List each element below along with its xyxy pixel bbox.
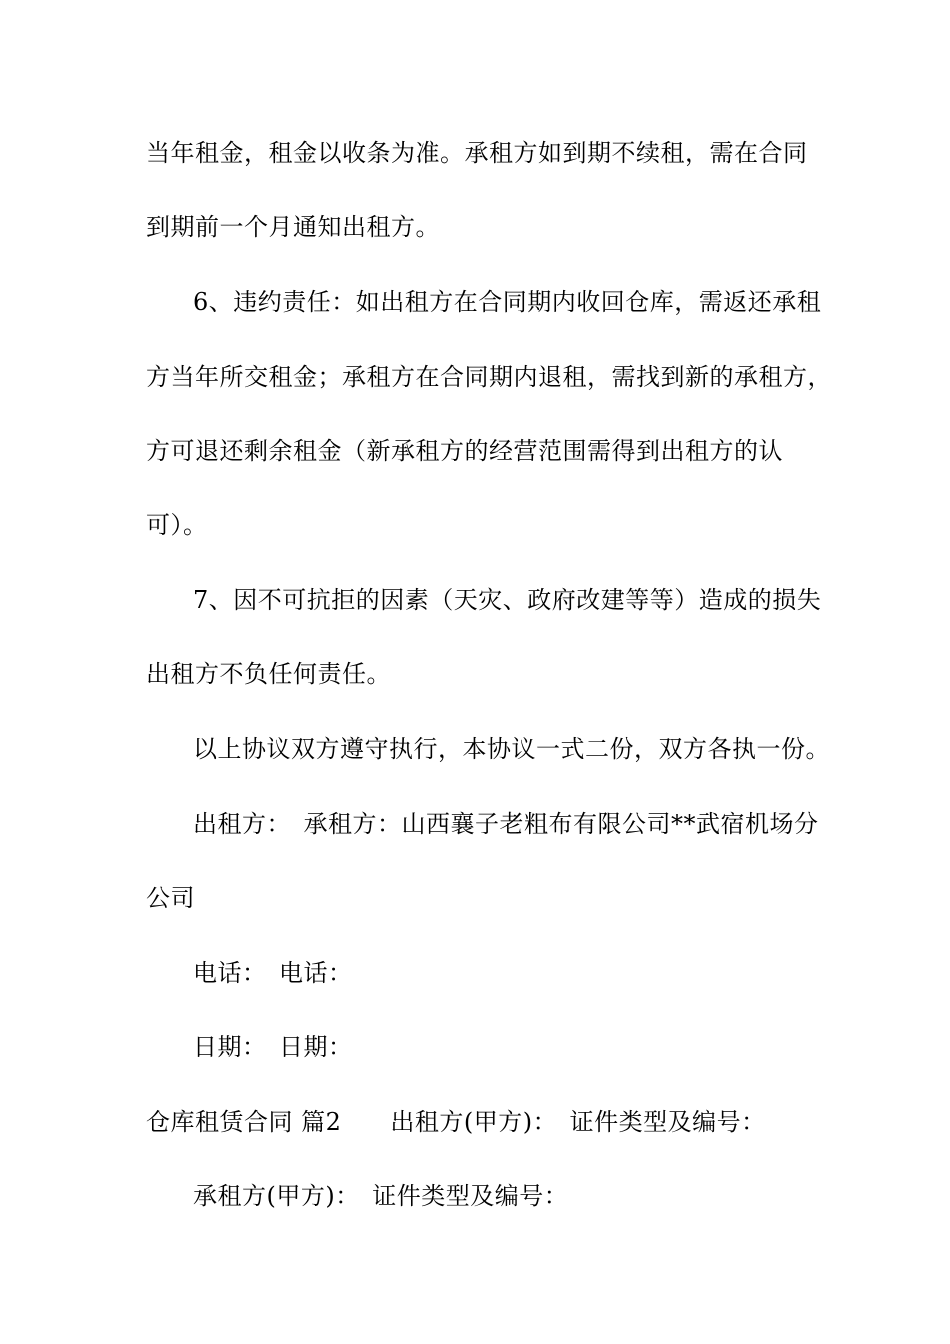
agreement-statement: 以上协议双方遵守执行，本协议一式二份，双方各执一份。 [193, 735, 830, 763]
lessee-line: 承租方(甲方)： 证件类型及编号： [193, 1182, 569, 1210]
paragraph-line: 方当年所交租金；承租方在合同期内退租，需找到新的承租方， [146, 363, 832, 391]
parties-line: 出租方： 承租方：山西襄子老粗布有限公司**武宿机场分 [193, 810, 819, 838]
paragraph-line: 到期前一个月通知出租方。 [146, 213, 440, 241]
paragraph-line: 可）。 [146, 511, 208, 539]
clause-6-line: 6、违约责任：如出租方在合同期内收回仓库，需返还承租 [193, 288, 822, 316]
contract-heading-line: 仓库租赁合同 篇2 出租方(甲方)： 证件类型及编号： [146, 1108, 766, 1136]
clause-7-line: 7、因不可抗拒的因素（天灾、政府改建等等）造成的损失 [193, 586, 822, 614]
paragraph-line: 方可退还剩余租金（新承租方的经营范围需得到出租方的认 [146, 437, 783, 465]
phone-line: 电话： 电话： [193, 959, 353, 987]
parties-line-continued: 公司 [146, 884, 195, 912]
paragraph-line: 当年租金，租金以收条为准。承租方如到期不续租，需在合同 [146, 139, 808, 167]
paragraph-line: 出租方不负任何责任。 [146, 660, 391, 688]
date-line: 日期： 日期： [193, 1033, 353, 1061]
